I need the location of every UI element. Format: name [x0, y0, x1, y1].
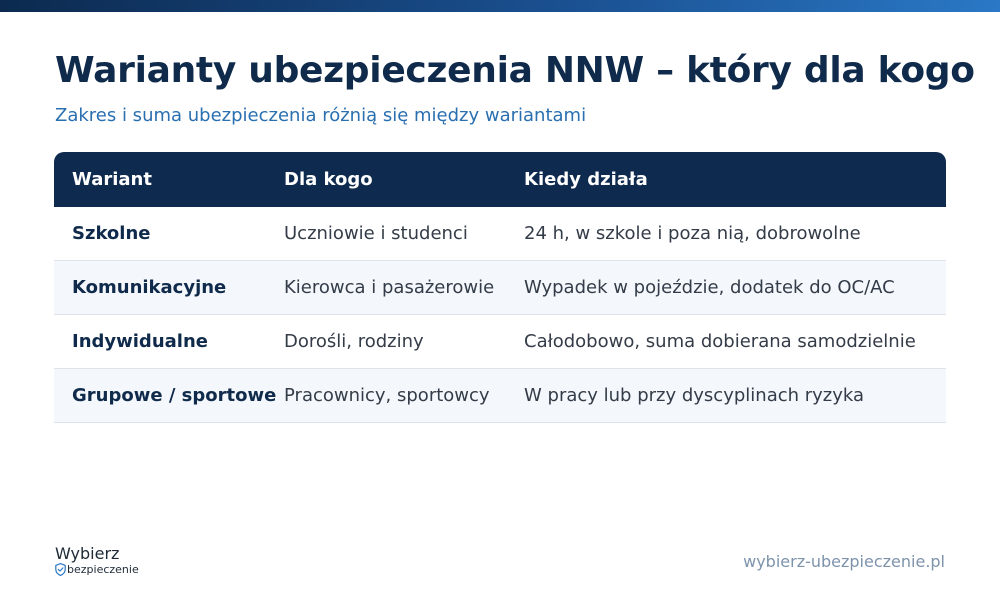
top-accent-bar [0, 0, 1000, 12]
logo-wordmark-bottom: bezpieczenie [67, 563, 139, 576]
cell-kiedy-dziala: Wypadek w pojeździe, dodatek do OC/AC [524, 277, 895, 298]
logo-wordmark-top: Wybierz [55, 544, 120, 563]
cell-dla-kogo: Pracownicy, sportowcy [284, 385, 490, 406]
table-row [54, 369, 946, 423]
variants-table [54, 152, 946, 423]
table-row [54, 315, 946, 369]
cell-kiedy-dziala: W pracy lub przy dyscyplinach ryzyka [524, 385, 865, 406]
cell-kiedy-dziala: Całodobowo, suma dobierana samodzielnie [524, 331, 916, 352]
table-header [54, 152, 946, 207]
cell-dla-kogo: Uczniowie i studenci [284, 223, 468, 244]
column-header-kiedy-dziala: Kiedy działa [524, 169, 648, 190]
column-header-wariant: Wariant [72, 169, 152, 190]
brand-logo[interactable] [55, 545, 139, 576]
page-subtitle: Zakres i suma ubezpieczenia różnią się między wariantami [55, 105, 587, 126]
cell-wariant: Szkolne [72, 223, 151, 244]
cell-wariant: Grupowe / sportowe [72, 385, 277, 406]
column-header-dla-kogo: Dla kogo [284, 169, 373, 190]
footer-url-link[interactable]: wybierz-ubezpieczenie.pl [743, 552, 945, 571]
cell-dla-kogo: Kierowca i pasażerowie [284, 277, 495, 298]
cell-wariant: Indywidualne [72, 331, 208, 352]
cell-kiedy-dziala: 24 h, w szkole i poza nią, dobrowolne [524, 223, 861, 244]
shield-check-icon [55, 563, 66, 576]
cell-dla-kogo: Dorośli, rodziny [284, 331, 424, 352]
cell-wariant: Komunikacyjne [72, 277, 227, 298]
page-title: Warianty ubezpieczenia NNW – który dla kogo [55, 50, 975, 91]
table-row [54, 207, 946, 261]
table-row [54, 261, 946, 315]
logo-wordmark-bottom-wrap [55, 563, 139, 576]
